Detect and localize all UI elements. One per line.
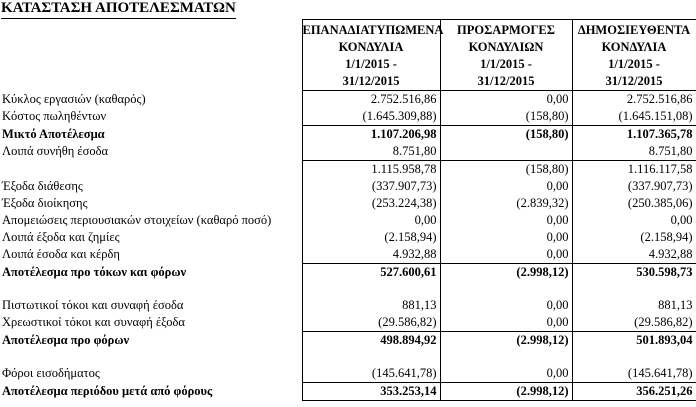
adjustment-value: 0,00 bbox=[440, 229, 572, 246]
restated-value: (1.645.309,88) bbox=[302, 108, 440, 126]
row-label: Έξοδα διοίκησης bbox=[2, 196, 88, 210]
published-value: (145.641,78) bbox=[572, 365, 696, 383]
statement-title: ΚΑΤΑΣΤΑΣΗ ΑΠΟΤΕΛΕΣΜΑΤΩΝ bbox=[1, 0, 236, 19]
restated-value: 1.115.958,78 bbox=[302, 161, 440, 179]
adjustment-value: 0,00 bbox=[440, 297, 572, 314]
published-value: (1.645.151,08) bbox=[572, 108, 696, 126]
table-row bbox=[0, 91, 696, 109]
published-value: 881,13 bbox=[572, 297, 696, 314]
published-value: (250.385,06) bbox=[572, 195, 696, 212]
restated-value: 881,13 bbox=[302, 297, 440, 314]
published-value: 8.751,80 bbox=[572, 143, 696, 161]
restated-value: 2.752.516,86 bbox=[302, 91, 440, 109]
published-value bbox=[572, 349, 696, 365]
table-row bbox=[0, 212, 696, 229]
restated-value: 353.253,14 bbox=[302, 383, 440, 401]
published-value: (2.158,94) bbox=[572, 229, 696, 246]
published-value: 501.893,04 bbox=[572, 332, 696, 350]
restated-value: 8.751,80 bbox=[302, 143, 440, 161]
adjustment-value: (2.998,12) bbox=[440, 332, 572, 350]
adjustment-value: 0,00 bbox=[440, 91, 572, 109]
table-row bbox=[0, 108, 696, 126]
spacer-row bbox=[0, 349, 696, 365]
restated-value: (2.158,94) bbox=[302, 229, 440, 246]
restated-value: 1.107.206,98 bbox=[302, 126, 440, 144]
adjustment-value: 0,00 bbox=[440, 212, 572, 229]
published-value: (29.586,82) bbox=[572, 314, 696, 332]
published-value bbox=[572, 281, 696, 297]
column-header-line: ΠΡΟΣΑΡΜΟΓΕΣ bbox=[457, 23, 555, 37]
table-row bbox=[0, 297, 696, 314]
restated-value: (29.586,82) bbox=[302, 314, 440, 332]
column-header-line: ΕΠΑΝΑΔΙΑΤΥΠΩΜΕΝΑ bbox=[302, 23, 444, 37]
row-label: Αποτέλεσμα περιόδου μετά από φόρους bbox=[2, 384, 213, 398]
published-value: 4.932,88 bbox=[572, 246, 696, 264]
published-value: 1.116.117,58 bbox=[572, 161, 696, 179]
label-header-cell bbox=[0, 20, 302, 91]
adjustment-value bbox=[440, 143, 572, 161]
adjustment-value: (158,80) bbox=[440, 108, 572, 126]
table-row bbox=[0, 178, 696, 195]
column-header-line: 1/1/2015 - bbox=[480, 57, 532, 71]
row-label: Πιστωτικοί τόκοι και συναφή έσοδα bbox=[2, 298, 184, 312]
published-value: 356.251,26 bbox=[572, 383, 696, 401]
adjustment-value: 0,00 bbox=[440, 246, 572, 264]
row-label: Μικτό Αποτέλεσμα bbox=[2, 126, 105, 141]
restated-value: 527.600,61 bbox=[302, 264, 440, 282]
column-header-restated bbox=[302, 20, 444, 91]
adjustment-value: (2.998,12) bbox=[440, 383, 572, 401]
restated-value bbox=[302, 281, 440, 297]
column-header-line: ΚΟΝΔΥΛΙΑ bbox=[338, 40, 404, 54]
column-header-line: 31/12/2015 bbox=[342, 74, 400, 88]
restated-value: (253.224,38) bbox=[302, 195, 440, 212]
published-value: 530.598,73 bbox=[572, 264, 696, 282]
adjustment-value: 0,00 bbox=[440, 314, 572, 332]
adjustment-value: (2.839,32) bbox=[440, 195, 572, 212]
table-row bbox=[0, 264, 696, 282]
column-header-line: 1/1/2015 - bbox=[345, 57, 397, 71]
income-statement-table bbox=[0, 19, 696, 401]
published-value: 2.752.516,86 bbox=[572, 91, 696, 109]
column-header-line: ΚΟΝΔΥΛΙΑ bbox=[601, 40, 667, 54]
restated-value bbox=[302, 349, 440, 365]
row-label bbox=[0, 349, 302, 365]
published-value: 0,00 bbox=[572, 212, 696, 229]
column-header-published bbox=[572, 20, 696, 91]
row-label: Φόροι εισοδήματος bbox=[2, 366, 100, 381]
restated-value: (337.907,73) bbox=[302, 178, 440, 195]
published-value: (337.907,73) bbox=[572, 178, 696, 195]
published-value: 1.107.365,78 bbox=[572, 126, 696, 144]
restated-value: 0,00 bbox=[302, 212, 440, 229]
table-row bbox=[0, 383, 696, 401]
table-row bbox=[0, 143, 696, 161]
column-header-adjustments bbox=[440, 20, 572, 91]
column-header-line: 31/12/2015 bbox=[477, 74, 535, 88]
row-label: Έξοδα διάθεσης bbox=[2, 179, 83, 193]
table-row bbox=[0, 229, 696, 246]
table-row bbox=[0, 195, 696, 212]
row-label: Λοιπά συνήθη έσοδα bbox=[2, 144, 109, 159]
table-header bbox=[0, 20, 696, 91]
restated-value: 498.894,92 bbox=[302, 332, 440, 350]
row-label bbox=[0, 161, 302, 179]
row-label: Αποτέλεσμα προ τόκων και φόρων bbox=[2, 264, 187, 279]
row-label: Κόστος πωληθέντων bbox=[2, 109, 107, 124]
row-label: Λοιπά έξοδα και ζημίες bbox=[2, 230, 120, 244]
adjustment-value bbox=[440, 349, 572, 365]
row-label: Απομειώσεις περιουσιακών στοιχείων (καθαρό ποσό) bbox=[2, 213, 272, 227]
column-header-line: ΔΗΜΟΣΙΕΥΘΕΝΤΑ bbox=[577, 23, 691, 37]
row-label: Αποτέλεσμα προ φόρων bbox=[2, 332, 130, 347]
restated-value: (145.641,78) bbox=[302, 365, 440, 383]
adjustment-value: (2.998,12) bbox=[440, 264, 572, 282]
table-row bbox=[0, 161, 696, 179]
adjustment-value: 0,00 bbox=[440, 178, 572, 195]
restated-value: 4.932,88 bbox=[302, 246, 440, 264]
row-label: Λοιπά έσοδα και κέρδη bbox=[2, 247, 120, 262]
row-label: Κύκλος εργασιών (καθαρός) bbox=[2, 91, 146, 106]
adjustment-value: (158,80) bbox=[440, 161, 572, 179]
column-header-line: ΚΟΝΔΥΛΙΩΝ bbox=[468, 40, 544, 54]
adjustment-value bbox=[440, 281, 572, 297]
table-row bbox=[0, 365, 696, 383]
row-label bbox=[0, 281, 302, 297]
table-row bbox=[0, 126, 696, 144]
table-row bbox=[0, 314, 696, 332]
table-row bbox=[0, 332, 696, 350]
table-row bbox=[0, 246, 696, 264]
table-body bbox=[0, 91, 696, 401]
column-header-line: 1/1/2015 - bbox=[608, 57, 660, 71]
adjustment-value: (158,80) bbox=[440, 126, 572, 144]
row-label: Χρεωστικοί τόκοι και συναφή έξοδα bbox=[2, 315, 185, 330]
adjustment-value: 0,00 bbox=[440, 365, 572, 383]
column-header-line: 31/12/2015 bbox=[605, 74, 663, 88]
spacer-row bbox=[0, 281, 696, 297]
